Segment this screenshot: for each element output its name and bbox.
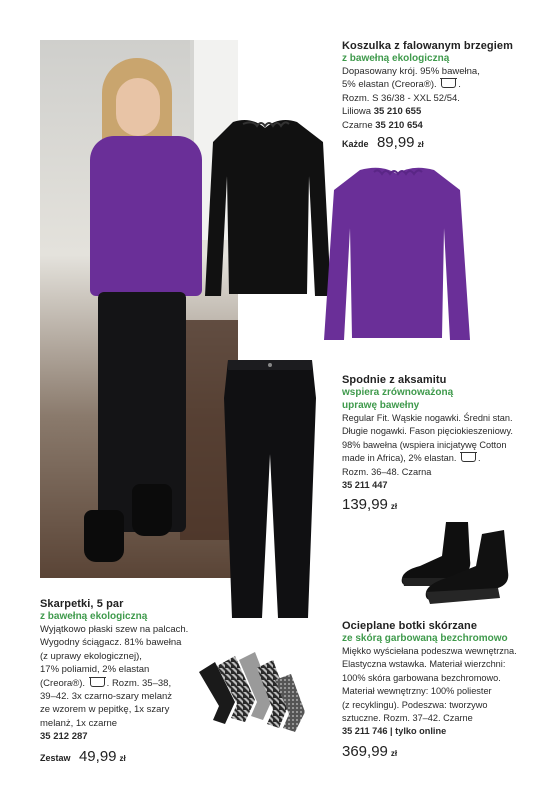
shirt-subtitle: z bawełną ekologiczną	[342, 53, 450, 64]
socks-desc-3: (z uprawy ekologicznej),	[40, 650, 142, 662]
pants-desc-2: Długie nogawki. Fason pięciokieszeniowy.	[342, 426, 513, 437]
shirt-desc-1: Dopasowany krój. 95% bawełna,	[342, 66, 480, 77]
velvet-pants-image	[222, 358, 318, 620]
pants-code: 35 211 447	[342, 480, 388, 491]
boots-title: Ocieplane botki skórzane	[342, 620, 478, 632]
socks-desc-7: ze wzorem w pepitkę, 1x szary	[40, 704, 170, 716]
boots-desc-5: (z recyklingu). Podeszwa: tworzywo	[342, 699, 488, 710]
socks-desc-5b: Rozm. 35–38,	[111, 677, 172, 689]
shirt-desc-2: 5% elastan (Creora®).	[342, 79, 437, 91]
shirt-code-1: 35 210 655	[373, 106, 422, 118]
socks-image	[195, 650, 313, 732]
shirt-price: 89,99	[376, 134, 415, 152]
socks-desc-5a: (Creora®).	[40, 677, 86, 689]
purple-shirt-image	[322, 164, 472, 342]
socks-desc-6: 39–42. 3x czarno-szary melanż	[40, 691, 173, 703]
socks-desc-4: 17% poliamid, 2% elastan	[40, 664, 150, 676]
socks-subtitle: z bawełną ekologiczną	[40, 611, 148, 622]
pants-desc-5: Rozm. 36–48. Czarna	[342, 466, 432, 477]
boots-desc-2: Elastyczna wstawka. Materiał wierzchni:	[342, 659, 506, 670]
boots-currency: zł	[390, 748, 398, 758]
socks-info: Skarpetki, 5 par z bawełną ekologiczną Wyjątkowo płaski szew na palcach. Wygodny ściągacz. 81% bawełna (z uprawy ekologicznej), 17% poliamid, 2% elastan (Creora®). . Rozm. 35–38, 39–42. 3x czarno-szary melanż ze wzorem w pepitkę, 1x szary melanż, 1x czarne 35 212 287 Zestaw 49,99 zł	[40, 598, 210, 766]
boots-price: 369,99	[342, 742, 388, 760]
socks-desc-2: Wygodny ściągacz. 81% bawełna	[40, 637, 182, 649]
shirt-price-prefix: Każde	[342, 139, 369, 150]
pants-info: Spodnie z aksamitu wspiera zrównoważoną uprawę bawełny Regular Fit. Wąskie nogawki. Średni stan. Długie nogawki. Fason pięciokieszeniowy. 98% bawełna (wspiera inicjatywę Cotton made in Africa), 2% elastan. . Rozm. 36–48. Czarna 35 211 447 139,99 zł	[342, 374, 554, 514]
pants-desc-3: 98% bawełna (wspiera inicjatywę Cotton	[342, 439, 507, 450]
socks-price-prefix: Zestaw	[40, 752, 71, 763]
shirt-desc-3: Rozm. S 36/38 - XXL 52/54.	[342, 92, 460, 104]
pants-title: Spodnie z aksamitu	[342, 374, 447, 386]
pants-currency: zł	[390, 502, 398, 512]
pants-subtitle-2: uprawę bawełny	[342, 400, 420, 411]
wash-30-icon	[441, 78, 456, 88]
pants-desc-1: Regular Fit. Wąskie nogawki. Średni stan.	[342, 413, 513, 423]
pants-desc-4: made in Africa), 2% elastan.	[342, 453, 457, 464]
boots-desc-3: 100% skóra garbowana bezchromowo.	[342, 672, 501, 683]
socks-price: 49,99	[78, 747, 117, 765]
socks-code: 35 212 287	[40, 731, 88, 743]
boots-info	[342, 620, 554, 761]
shirt-info: Koszulka z falowanym brzegiem z bawełną ekologiczną Dopasowany krój. 95% bawełna, 5% elastan (Creora®). . Rozm. S 36/38 - XXL 52/54. Liliowa 35 210 655 Czarne 35 210 654 Każde 89,99 zł	[342, 40, 552, 152]
boots-desc-4: Materiał wewnętrzny: 100% poliester	[342, 686, 492, 697]
boots-desc-6: sztuczne. Rozm. 37–42. Czarne	[342, 713, 473, 724]
socks-title: Skarpetki, 5 par	[40, 598, 124, 610]
chelsea-boots-image	[400, 520, 512, 610]
wash-30-icon	[461, 452, 476, 462]
black-shirt-image	[203, 116, 333, 298]
pants-subtitle-1: wspiera zrównoważoną	[342, 387, 454, 398]
shirt-color-1: Liliowa	[342, 106, 372, 118]
boots-code: 35 211 746 | tylko online	[342, 726, 447, 737]
shirt-currency: zł	[417, 140, 424, 150]
boots-subtitle: ze skórą garbowaną bezchromowo	[342, 633, 508, 644]
shirt-color-2: Czarne	[342, 119, 373, 131]
socks-desc-8: melanż, 1x czarne	[40, 717, 118, 729]
pants-price: 139,99	[342, 496, 388, 514]
socks-currency: zł	[119, 753, 126, 763]
wash-30-icon	[90, 677, 105, 687]
shirt-title: Koszulka z falowanym brzegiem	[342, 40, 513, 52]
boots-desc-1: Miękko wyściełana podeszwa wewnętrzna.	[342, 646, 517, 656]
shirt-code-2: 35 210 654	[375, 119, 423, 131]
socks-desc-1: Wyjątkowo płaski szew na palcach.	[40, 624, 189, 635]
